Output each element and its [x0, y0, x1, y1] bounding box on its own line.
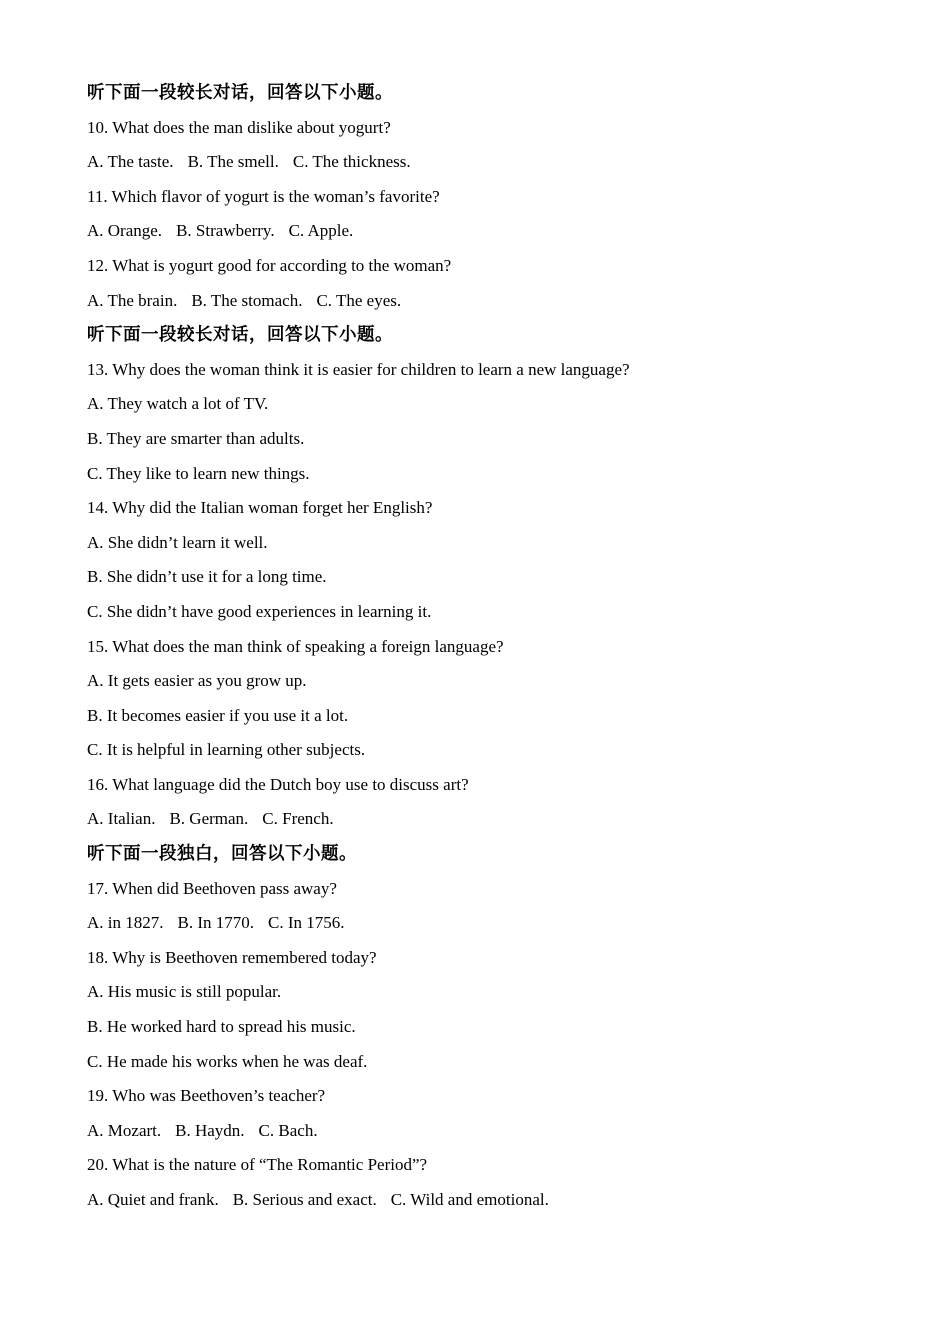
- option: A. Orange.: [87, 221, 163, 241]
- option: A. Mozart.: [87, 1120, 162, 1140]
- option: A. The taste.: [87, 152, 174, 172]
- option: C. She didn’t have good experiences in learning it.: [87, 601, 432, 621]
- question-text: 15. What does the man think of speaking a foreign language?: [87, 636, 504, 656]
- option: C. Apple.: [288, 221, 354, 241]
- options-row: [87, 216, 890, 251]
- question-text: 18. Why is Beethoven remembered today?: [87, 947, 377, 967]
- option: B. The smell.: [187, 152, 279, 172]
- option: B. It becomes easier if you use it a lot.: [87, 705, 349, 725]
- option: A. It gets easier as you grow up.: [87, 671, 307, 691]
- section-heading: 听下面一段独白，回答以下小题。: [87, 844, 357, 865]
- option: A. His music is still popular.: [87, 982, 282, 1002]
- options-row: [87, 908, 890, 943]
- option: B. In 1770.: [177, 913, 254, 933]
- section-heading: 听下面一段较长对话，回答以下小题。: [87, 83, 393, 103]
- options-row: [87, 804, 890, 839]
- option: C. Bach.: [258, 1120, 318, 1140]
- option: A. Italian.: [87, 809, 156, 829]
- option: A. in 1827.: [87, 913, 164, 933]
- options-row: [87, 147, 890, 182]
- question-text: 12. What is yogurt good for according to the woman?: [87, 255, 452, 275]
- option: C. It is helpful in learning other subjects.: [87, 740, 366, 760]
- question-text: 14. Why did the Italian woman forget her English?: [87, 498, 433, 518]
- option: B. Strawberry.: [176, 221, 275, 241]
- option: A. They watch a lot of TV.: [87, 394, 269, 414]
- option: C. Wild and emotional.: [390, 1190, 549, 1209]
- option: B. Serious and exact.: [232, 1190, 377, 1209]
- question-text: 17. When did Beethoven pass away?: [87, 878, 337, 898]
- question-text: 19. Who was Beethoven’s teacher?: [87, 1086, 326, 1106]
- option: C. They like to learn new things.: [87, 463, 310, 483]
- exam-page: [87, 78, 890, 1220]
- option: C. He made his works when he was deaf.: [87, 1051, 368, 1071]
- option: B. They are smarter than adults.: [87, 428, 305, 448]
- option: A. She didn’t learn it well.: [87, 532, 268, 552]
- section-heading: 听下面一段较长对话，回答以下小题。: [87, 325, 393, 346]
- options-row: [87, 286, 890, 321]
- options-row: [87, 1185, 890, 1220]
- question-text: 13. Why does the woman think it is easier for children to learn a new language?: [87, 359, 630, 379]
- option: B. She didn’t use it for a long time.: [87, 567, 327, 587]
- option: C. In 1756.: [268, 913, 345, 933]
- option: A. Quiet and frank.: [87, 1190, 219, 1209]
- question-text: 20. What is the nature of “The Romantic Period”?: [87, 1155, 428, 1175]
- option: C. The eyes.: [316, 290, 402, 310]
- question-text: 16. What language did the Dutch boy use to discuss art?: [87, 774, 469, 794]
- option: C. The thickness.: [292, 152, 411, 172]
- option: B. He worked hard to spread his music.: [87, 1017, 356, 1037]
- options-row: [87, 1116, 890, 1151]
- option: B. The stomach.: [191, 290, 303, 310]
- option: A. The brain.: [87, 290, 178, 310]
- option: B. German.: [169, 809, 249, 829]
- question-text: 10. What does the man dislike about yogurt?: [87, 117, 391, 137]
- question-text: 11. Which flavor of yogurt is the woman’s favorite?: [87, 186, 440, 206]
- option: B. Haydn.: [175, 1120, 245, 1140]
- option: C. French.: [262, 809, 334, 829]
